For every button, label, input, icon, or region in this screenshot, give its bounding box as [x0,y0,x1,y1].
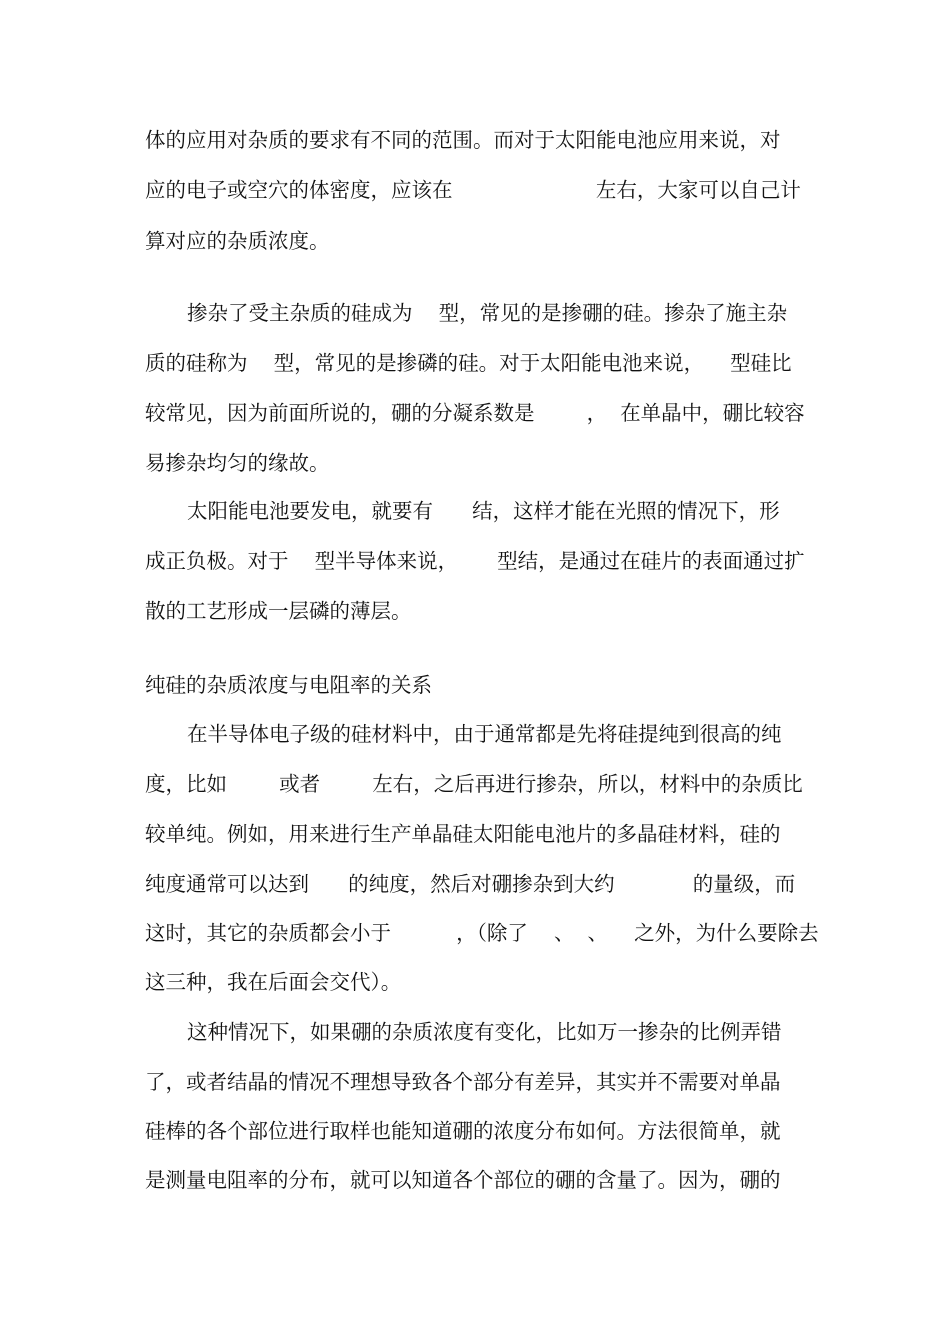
text-line: 是测量电阻率的分布，就可以知道各个部位的硼的含量了。因为，硼的 [145,1168,781,1192]
text-line: 这时，其它的杂质都会小于 ，（除了 、 、 之外，为什么要除去 [145,921,819,945]
text-line: 太阳能电池要发电，就要有 结，这样才能在光照的情况下，形 [187,499,780,523]
text-line: 纯度通常可以达到 的纯度，然后对硼掺杂到大约 的量级，而 [145,872,796,896]
text-line: 体的应用对杂质的要求有不同的范围。而对于太阳能电池应用来说，对 [145,128,781,152]
text-line: 度，比如 或者 左右，之后再进行掺杂，所以，材料中的杂质比 [145,772,803,796]
text-line: 在半导体电子级的硅材料中，由于通常都是先将硅提纯到很高的纯 [187,722,782,746]
text-line: 较常见，因为前面所说的，硼的分凝系数是 ， 在单晶中，硼比较容 [145,401,805,425]
text-line: 成正负极。对于 型半导体来说， 型结，是通过在硅片的表面通过扩 [145,549,805,573]
text-line: 这三种，我在后面会交代）。 [145,970,402,994]
text-line: 掺杂了受主杂质的硅成为 型，常见的是掺硼的硅。掺杂了施主杂 [187,301,788,325]
text-line: 易掺杂均匀的缘故。 [145,451,330,475]
text-line: 质的硅称为 型，常见的是掺磷的硅。对于太阳能电池来说， 型硅比 [145,351,792,375]
text-line: 这种情况下，如果硼的杂质浓度有变化，比如万一掺杂的比例弄错 [187,1020,782,1044]
text-line: 较单纯。例如，用来进行生产单晶硅太阳能电池片的多晶硅材料，硅的 [145,822,781,846]
text-line: 算对应的杂质浓度。 [145,229,330,253]
section-heading: 纯硅的杂质浓度与电阻率的关系 [145,673,432,697]
text-line: 应的电子或空穴的体密度，应该在 左右，大家可以自己计 [145,178,801,202]
text-line: 了，或者结晶的情况不理想导致各个部分有差异，其实并不需要对单晶 [145,1070,781,1094]
text-line: 硅棒的各个部位进行取样也能知道硼的浓度分布如何。方法很简单，就 [145,1119,781,1143]
text-line: 散的工艺形成一层磷的薄层。 [145,599,412,623]
